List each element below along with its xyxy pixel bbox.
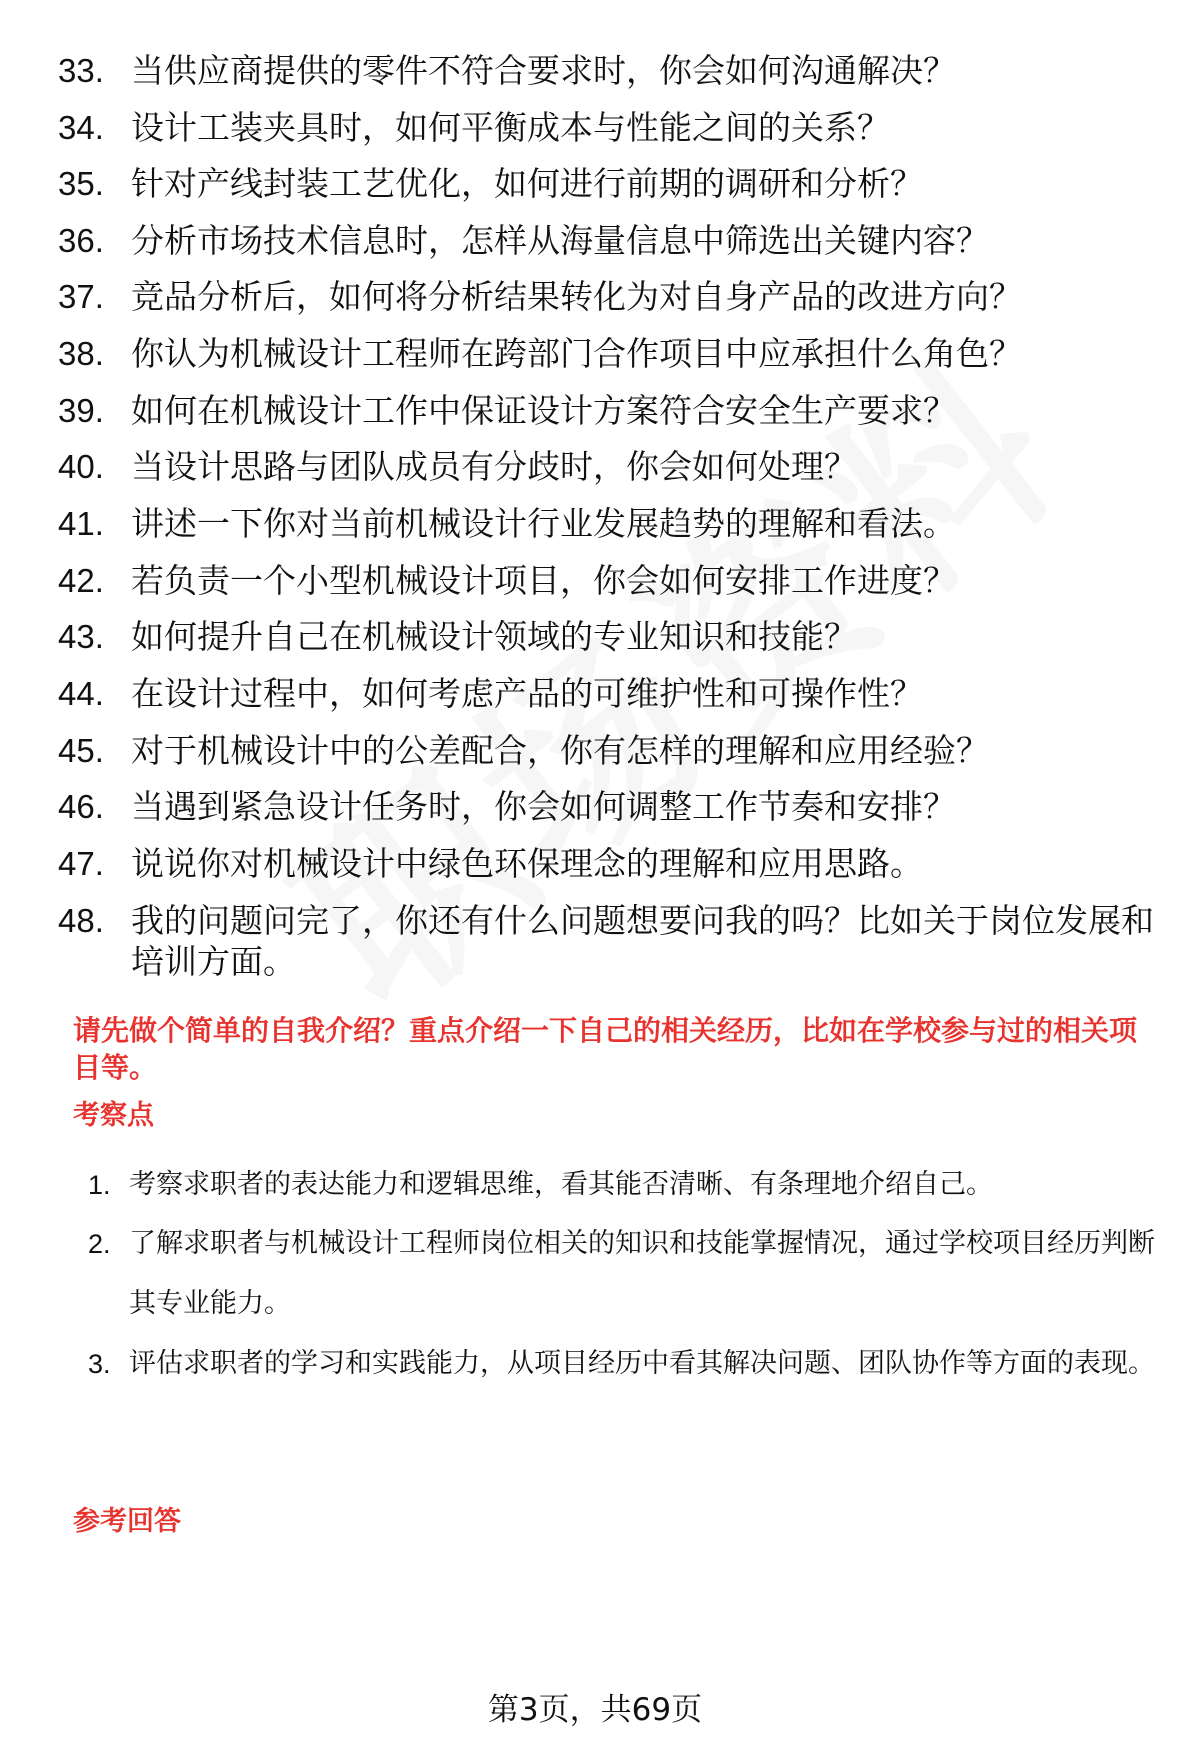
list-item [58,163,1158,204]
question-text: 当设计思路与团队成员有分歧时，你会如何处理？ [131,447,857,486]
question-text: 当遇到紧急设计任务时，你会如何调整工作节奏和安排？ [131,787,956,826]
question-text: 在设计过程中，如何考虑产品的可维护性和可操作性？ [131,674,923,713]
question-number: 36. [58,222,104,259]
question-text: 我的问题问完了，你还有什么问题想要问我的吗？比如关于岗位发展和培训方面。 [131,901,1154,981]
list-item [58,616,1158,657]
list-item [58,786,1158,827]
list-item [58,276,1158,317]
point-text: 考察求职者的表达能力和逻辑思维，看其能否清晰、有条理地介绍自己。 [129,1169,993,1200]
question-number: 39. [58,392,104,429]
question-text: 如何在机械设计工作中保证设计方案符合安全生产要求？ [131,391,956,430]
list-item [58,900,1158,982]
list-item [58,107,1158,148]
list-item [58,390,1158,431]
question-text: 竞品分析后，如何将分析结果转化为对自身产品的改进方向？ [131,277,1022,316]
question-number: 42. [58,562,104,599]
page-number: 第3页，共69页 [487,1692,703,1728]
points-heading: 考察点 [73,1100,154,1131]
list-item [58,730,1158,771]
question-number: 38. [58,335,104,372]
point-number: 2. [88,1229,111,1259]
question-number: 35. [58,165,104,202]
question-number: 33. [58,52,104,89]
question-number: 41. [58,505,104,542]
question-text: 如何提升自己在机械设计领域的专业知识和技能？ [131,617,857,656]
question-text: 讲述一下你对当前机械设计行业发展趋势的理解和看法。 [131,504,956,543]
question-number: 45. [58,732,104,769]
list-item [58,220,1158,261]
list-item [58,503,1158,544]
list-item [88,1334,1158,1394]
list-item [58,673,1158,714]
point-number: 1. [88,1170,111,1200]
list-item [58,446,1158,487]
list-item [58,333,1158,374]
question-text: 设计工装夹具时，如何平衡成本与性能之间的关系？ [131,108,890,147]
question-number: 34. [58,109,104,146]
question-number: 40. [58,448,104,485]
point-text: 评估求职者的学习和实践能力，从项目经历中看其解决问题、团队协作等方面的表现。 [129,1348,1155,1379]
question-number: 47. [58,845,104,882]
point-number: 3. [88,1349,111,1379]
question-text: 你认为机械设计工程师在跨部门合作项目中应承担什么角色？ [131,334,1022,373]
answer-heading: 参考回答 [73,1506,181,1537]
question-number: 44. [58,675,104,712]
question-text: 说说你对机械设计中绿色环保理念的理解和应用思路。 [131,844,923,883]
list-item [58,50,1158,91]
question-number: 48. [58,902,104,939]
question-text: 针对产线封装工艺优化，如何进行前期的调研和分析？ [131,164,923,203]
question-number: 43. [58,618,104,655]
list-item [88,1214,1158,1334]
question-text: 当供应商提供的零件不符合要求时，你会如何沟通解决？ [131,51,956,90]
question-text: 若负责一个小型机械设计项目，你会如何安排工作进度？ [131,561,956,600]
question-heading: 请先做个简单的自我介绍？重点介绍一下自己的相关经历，比如在学校参与过的相关项目等。 [73,1014,1138,1084]
list-item [58,560,1158,601]
point-text: 了解求职者与机械设计工程师岗位相关的知识和技能掌握情况，通过学校项目经历判断其专业能力。 [129,1228,1155,1319]
question-text: 对于机械设计中的公差配合，你有怎样的理解和应用经验？ [131,731,989,770]
question-number: 37. [58,278,104,315]
question-number: 46. [58,788,104,825]
list-item [58,843,1158,884]
list-item [88,1155,1158,1215]
question-text: 分析市场技术信息时，怎样从海量信息中筛选出关键内容？ [131,221,989,260]
